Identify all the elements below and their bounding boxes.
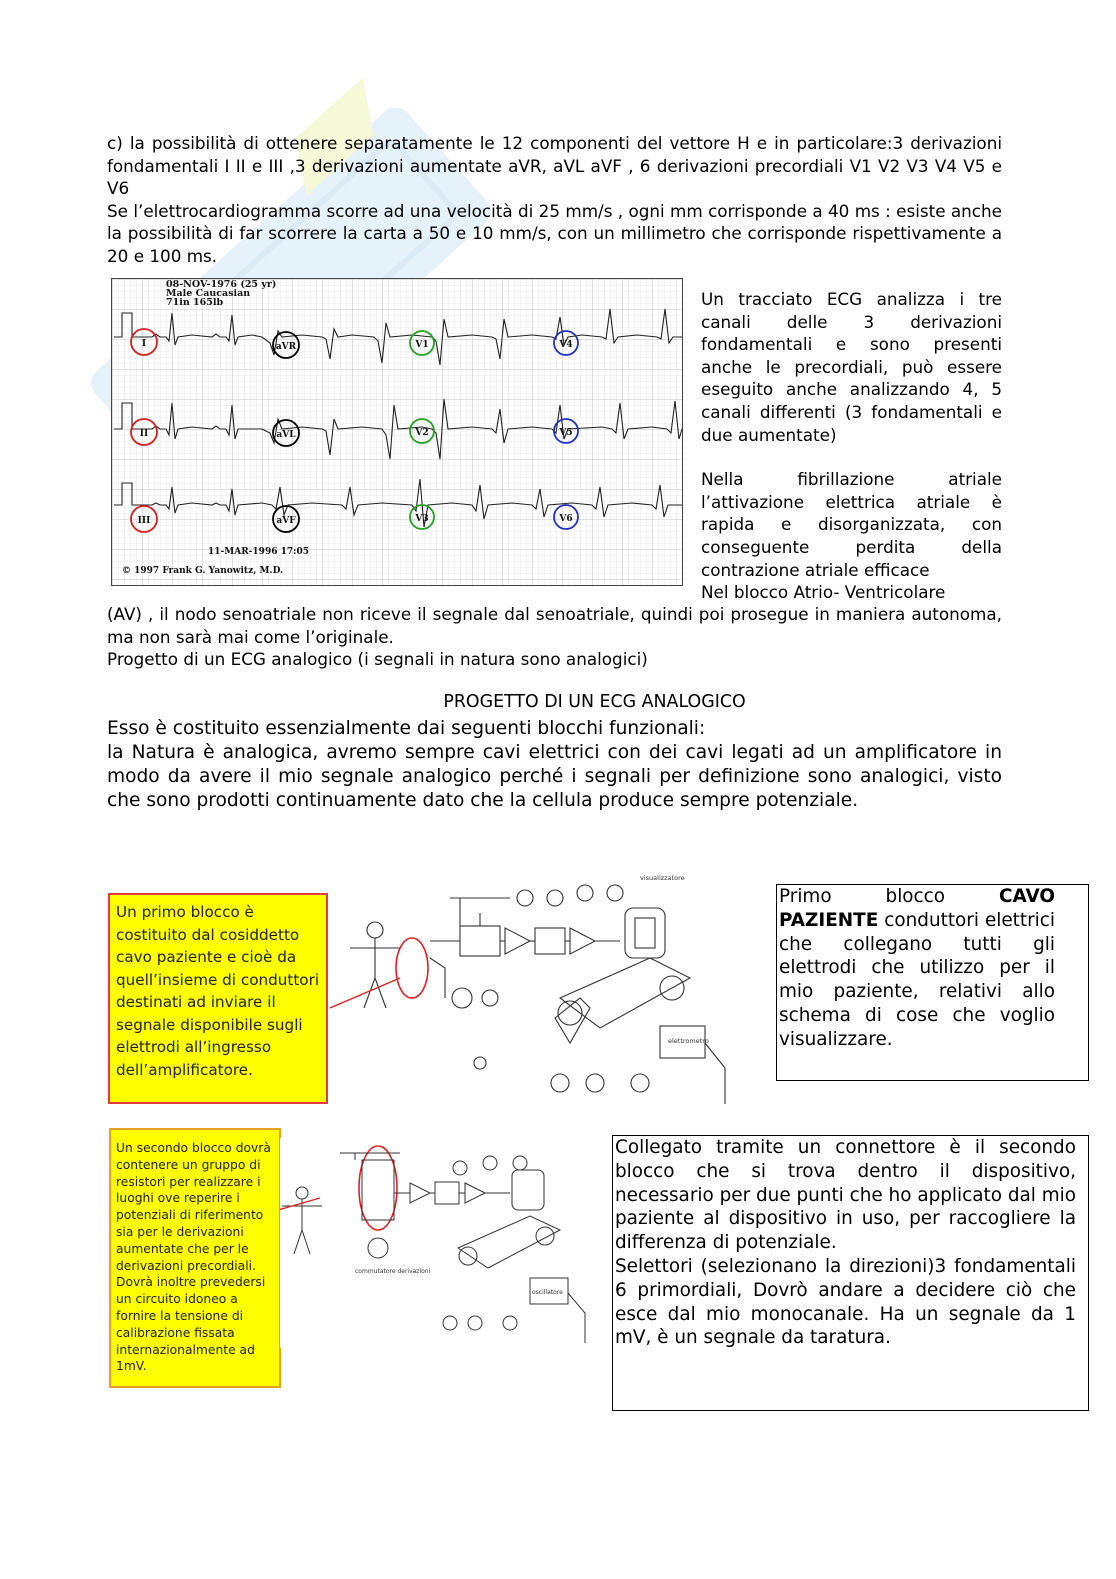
side-text-fibrillazione: Nella fibrillazione atriale l’attivazione elettrica atriale è rapida e disorganizzata, con conseguente perdita della contrazione atriale efficace	[701, 469, 1002, 580]
box1-rest: conduttori elettrici che collegano tutti gli elettrodi che utilizzo per il mio paziente, relativi allo schema di cose che voglio visualizzare.	[779, 909, 1055, 1050]
lead-label: aVL	[276, 430, 296, 440]
first-block-box	[776, 884, 1089, 1081]
project-line: Progetto di un ECG analogico (i segnali in natura sono analogici)	[107, 649, 648, 669]
nature-paragraph: la Natura è analogica, avremo sempre cavi elettrici con dei cavi legati ad un amplificatore in modo da avere il mio segnale analogico perché i segnali per definizione sono analogici, visto che sono prodotti continuamente dato che la cellula produce sempre potenziale.	[107, 742, 1002, 811]
lead-label: aVF	[276, 516, 296, 526]
ecg-patient-line1: Male Caucasian	[166, 288, 251, 299]
ecg-block-diagram-2	[280, 1138, 592, 1348]
side-text-av-block: Nel blocco Atrio- Ventricolare	[701, 582, 946, 603]
av-block-text: (AV) , il nodo senoatriale non riceve il segnale dal senoatriale, quindi poi prosegue in maniera autonoma, ma non sarà mai come l’originale.	[107, 604, 1002, 647]
side-text-ecg: Un tracciato ECG analizza i tre canali delle 3 derivazioni fondamentali e sono presenti anche le precordiali, può essere eseguito anche analizzando 4, 5 canali differenti (3 fondamentali e due aumentate)	[701, 289, 1002, 445]
box1-intro: Primo blocco	[779, 886, 999, 907]
box2-paragraph-1: Collegato tramite un connettore è il secondo blocco che si trova dentro il dispositivo, necessario per due punti che ho applicato dal mio paziente al dispositivo in uso, per raccogliere la differenza di potenziale.	[615, 1137, 1077, 1254]
ecg-date-top: 08-NOV-1976 (25 yr)	[166, 279, 277, 290]
ecg-copyright: © 1997 Frank G. Yanowitz, M.D.	[122, 566, 284, 576]
callout-second-block	[109, 1128, 281, 1388]
speed-text: Se l’elettrocardiogramma scorre ad una velocità di 25 mm/s , ogni mm corrisponde a 40 ms : esiste anche la possibilità di far scorrere la carta a 50 e 10 mm/s, con un millimetro che corrisponde rispettivamente a 20 e 100 ms.	[107, 200, 1002, 266]
ecg-patient-line2: 71in 165lb	[166, 297, 224, 308]
lead-label: V5	[559, 428, 573, 438]
block-diagram-svg	[280, 1138, 592, 1348]
callout-first-text: Un primo blocco è costituito dal cosiddetto cavo paziente e cioè da quell’insieme di conduttori destinati ad inviare il segnale disponibile sugli elettrodi all’ingresso dell’amplificatore.	[116, 903, 320, 1079]
ecg-trace-figure	[111, 278, 683, 586]
av-block-paragraph	[107, 603, 1002, 671]
lead-label: aVR	[275, 342, 297, 352]
second-block-box	[612, 1135, 1089, 1411]
callout-second-text: Un secondo blocco dovrà contenere un gruppo di resistori per realizzare i luoghi ove reperire i potenziali di riferimento sia per le derivazioni aumentate che per le derivazioni precordiali. Dovrà inoltre prevedersi un circuito idoneo a fornire la tensione di calibrazione fissata internazionalmente ad 1mV.	[116, 1141, 271, 1374]
diagram-label: oscillatore	[532, 1289, 563, 1296]
lead-label: V6	[559, 514, 573, 524]
box1-bold: CAVO PAZIENTE	[779, 886, 1055, 931]
lead-label: I	[141, 339, 147, 349]
lead-label: III	[137, 516, 151, 526]
lead-label: V4	[559, 340, 573, 350]
side-column	[701, 288, 1002, 604]
lead-label: V3	[415, 514, 429, 524]
intro-paragraph	[107, 132, 1002, 267]
ecg-block-diagram-1	[330, 868, 740, 1112]
callout-first-block	[108, 893, 328, 1104]
lead-label: II	[139, 429, 149, 439]
derivazioni-text: c) la possibilità di ottenere separatamente le 12 componenti del vettore H e in particolare:3 derivazioni fondamentali I II e III ,3 derivazioni aumentate aVR, aVL aVF , 6 derivazioni precordiali V1 V2 V3 V4 V5 e V6	[107, 133, 1002, 198]
block-diagram-svg	[330, 868, 740, 1112]
diagram-label: elettrometro	[668, 1037, 709, 1045]
ecg-trace-svg	[112, 279, 682, 585]
lead-label: V1	[415, 340, 429, 350]
box2-paragraph-2: Selettori (selezionano la direzioni)3 fondamentali 6 primordiali, Dovrò andare a decidere ciò che esce dal mio monocanale. Ha un segnale da 1 mV, è un segnale da taratura.	[615, 1255, 1076, 1349]
diagram-label: commutatore derivazioni	[355, 1268, 431, 1275]
blocks-intro: Esso è costituito essenzialmente dai seguenti blocchi funzionali:	[107, 718, 706, 739]
diagram-label: visualizzatore	[640, 874, 685, 882]
section-title: PROGETTO DI UN ECG ANALOGICO	[443, 692, 746, 712]
ecg-date-bottom: 11-MAR-1996 17:05	[208, 547, 309, 557]
lead-label: V2	[415, 428, 429, 438]
